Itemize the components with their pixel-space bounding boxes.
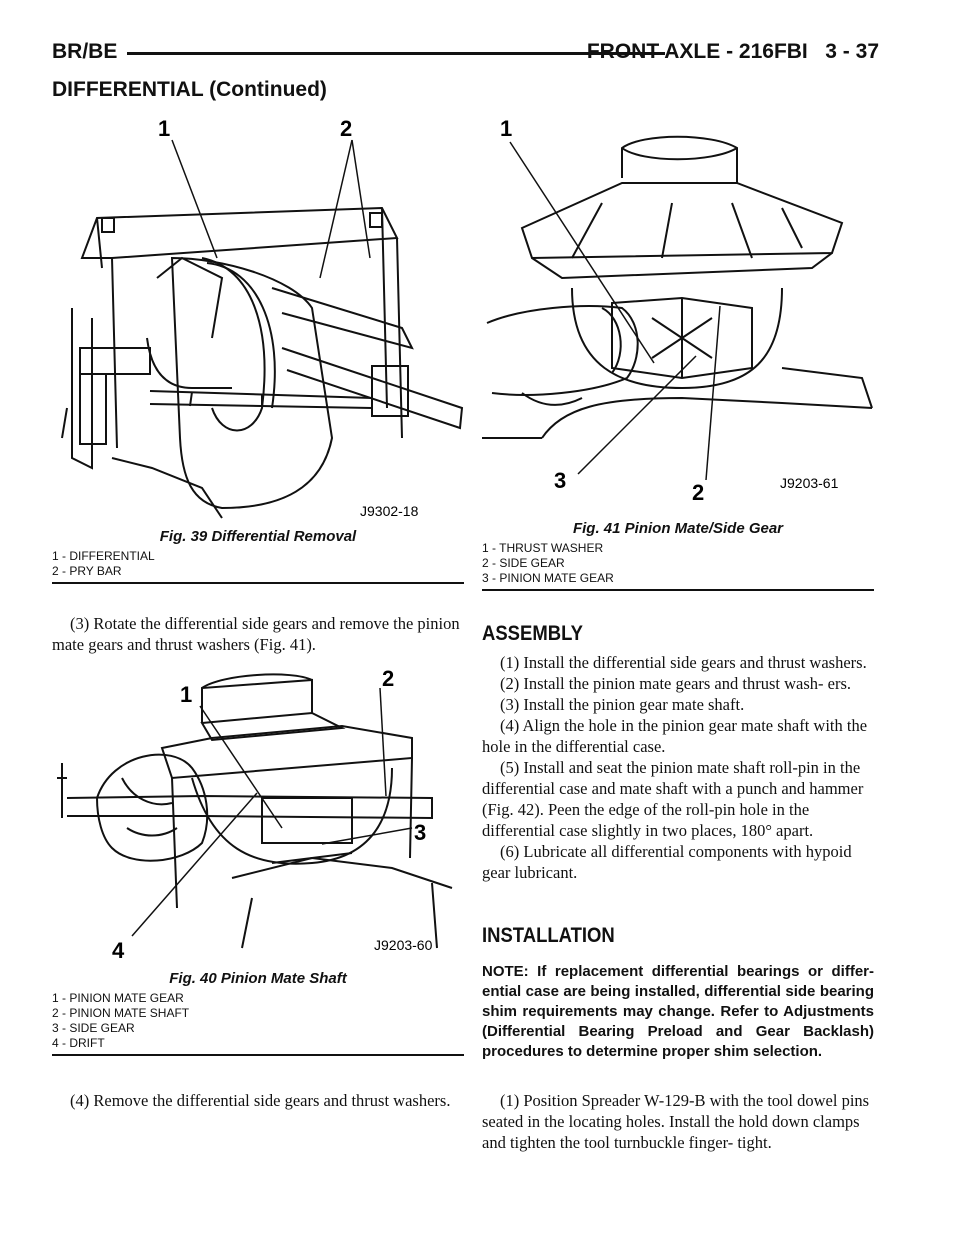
fig40-legend-item: 2 - PINION MATE SHAFT — [52, 1006, 190, 1020]
fig40-rule — [52, 1054, 464, 1056]
assembly-steps — [482, 652, 874, 883]
fig39-legend-item: 2 - PRY BAR — [52, 564, 122, 578]
fig39-legend-item: 1 - DIFFERENTIAL — [52, 549, 155, 563]
step-3-text-block — [52, 613, 464, 655]
fig40-callout-4: 4 — [112, 938, 125, 963]
fig39-callout-1: 1 — [158, 116, 171, 141]
figure-39 — [52, 108, 464, 584]
step-4-paragraph: (4) Remove the differential side gears and thrust washers. — [70, 1091, 451, 1110]
fig40-callout-3: 3 — [414, 820, 427, 845]
figure-40 — [52, 668, 464, 1056]
fig40-code: J9203-60 — [374, 937, 433, 953]
fig39-title: Fig. 39 Differential Removal — [159, 528, 357, 545]
header-rule — [127, 52, 665, 55]
fig39-callout-2: 2 — [340, 116, 353, 141]
fig40-legend — [52, 991, 464, 1051]
running-subheading: DIFFERENTIAL (Continued) — [52, 78, 327, 101]
fig40-title: Fig. 40 Pinion Mate Shaft — [169, 970, 347, 987]
assembly-heading: ASSEMBLY — [482, 622, 583, 645]
fig40-legend-item: 4 - DRIFT — [52, 1036, 105, 1050]
fig41-rule — [482, 589, 874, 591]
fig41-legend-item: 2 - SIDE GEAR — [482, 556, 565, 570]
fig41-legend-item: 3 - PINION MATE GEAR — [482, 571, 614, 585]
fig41-legend — [482, 541, 874, 586]
fig41-callout-1: 1 — [500, 116, 513, 141]
fig40-callout-1: 1 — [180, 682, 193, 707]
pinion-mate-side-gear-illustration — [482, 108, 874, 518]
assembly-step: (1) Install the differential side gears and thrust washers. — [500, 653, 867, 672]
page-header — [52, 40, 879, 101]
fig41-callout-2: 2 — [692, 480, 705, 505]
assembly-step: (6) Lubricate all differential components with hypoid gear lubricant. — [482, 842, 852, 882]
fig39-legend — [52, 549, 464, 579]
section-title: FRONT AXLE - 216FBI — [586, 40, 808, 63]
step-3-paragraph: (3) Rotate the differential side gears and remove the pinion mate gears and thrust washers (Fig. 41). — [52, 614, 460, 654]
assembly-step: (2) Install the pinion mate gears and thrust wash- ers. — [500, 674, 851, 693]
fig40-legend-item: 3 - SIDE GEAR — [52, 1021, 135, 1035]
figure-41 — [482, 108, 874, 591]
step-4-text-block — [52, 1090, 464, 1111]
fig41-legend-item: 1 - THRUST WASHER — [482, 541, 604, 555]
fig39-code: J9302-18 — [360, 503, 419, 519]
fig41-title: Fig. 41 Pinion Mate/Side Gear — [572, 520, 784, 537]
fig40-legend-item: 1 - PINION MATE GEAR — [52, 991, 184, 1005]
assembly-step: (3) Install the pinion gear mate shaft. — [500, 695, 745, 714]
assembly-step: (5) Install and seat the pinion mate shaft roll-pin in the differential case and mate shaft with a punch and hammer (Fig. 42). Peen the edge of the roll-pin hole in the differential case slightly in two places, 180° apart. — [482, 758, 864, 840]
fig39-rule — [52, 582, 464, 584]
differential-removal-illustration — [52, 108, 464, 526]
page-number: 3 - 37 — [825, 40, 879, 63]
assembly-step: (4) Align the hole in the pinion gear mate shaft with the hole in the differential case. — [482, 716, 868, 756]
installation-step-1: (1) Position Spreader W-129-B with the tool dowel pins seated in the locating holes. Install the hold down clamps and tighten the tool turnbuckle finger- tight. — [482, 1091, 870, 1152]
fig40-callout-2: 2 — [382, 668, 395, 691]
fig41-callout-3: 3 — [554, 468, 567, 493]
installation-note: NOTE: If replacement differential bearings or differ- ential case are being installed, differential side bearing shim requirements may change. Refer to Adjustments (Differential Bearing Preload and Gear Backlash) procedures to determine proper shim selection. — [482, 963, 874, 1060]
installation-heading: INSTALLATION — [482, 924, 615, 947]
pinion-mate-shaft-illustration — [52, 668, 464, 968]
installation-step-block — [482, 1090, 874, 1153]
section-and-page — [587, 40, 879, 64]
model-code: BR/BE — [52, 40, 118, 63]
fig41-code: J9203-61 — [780, 475, 839, 491]
